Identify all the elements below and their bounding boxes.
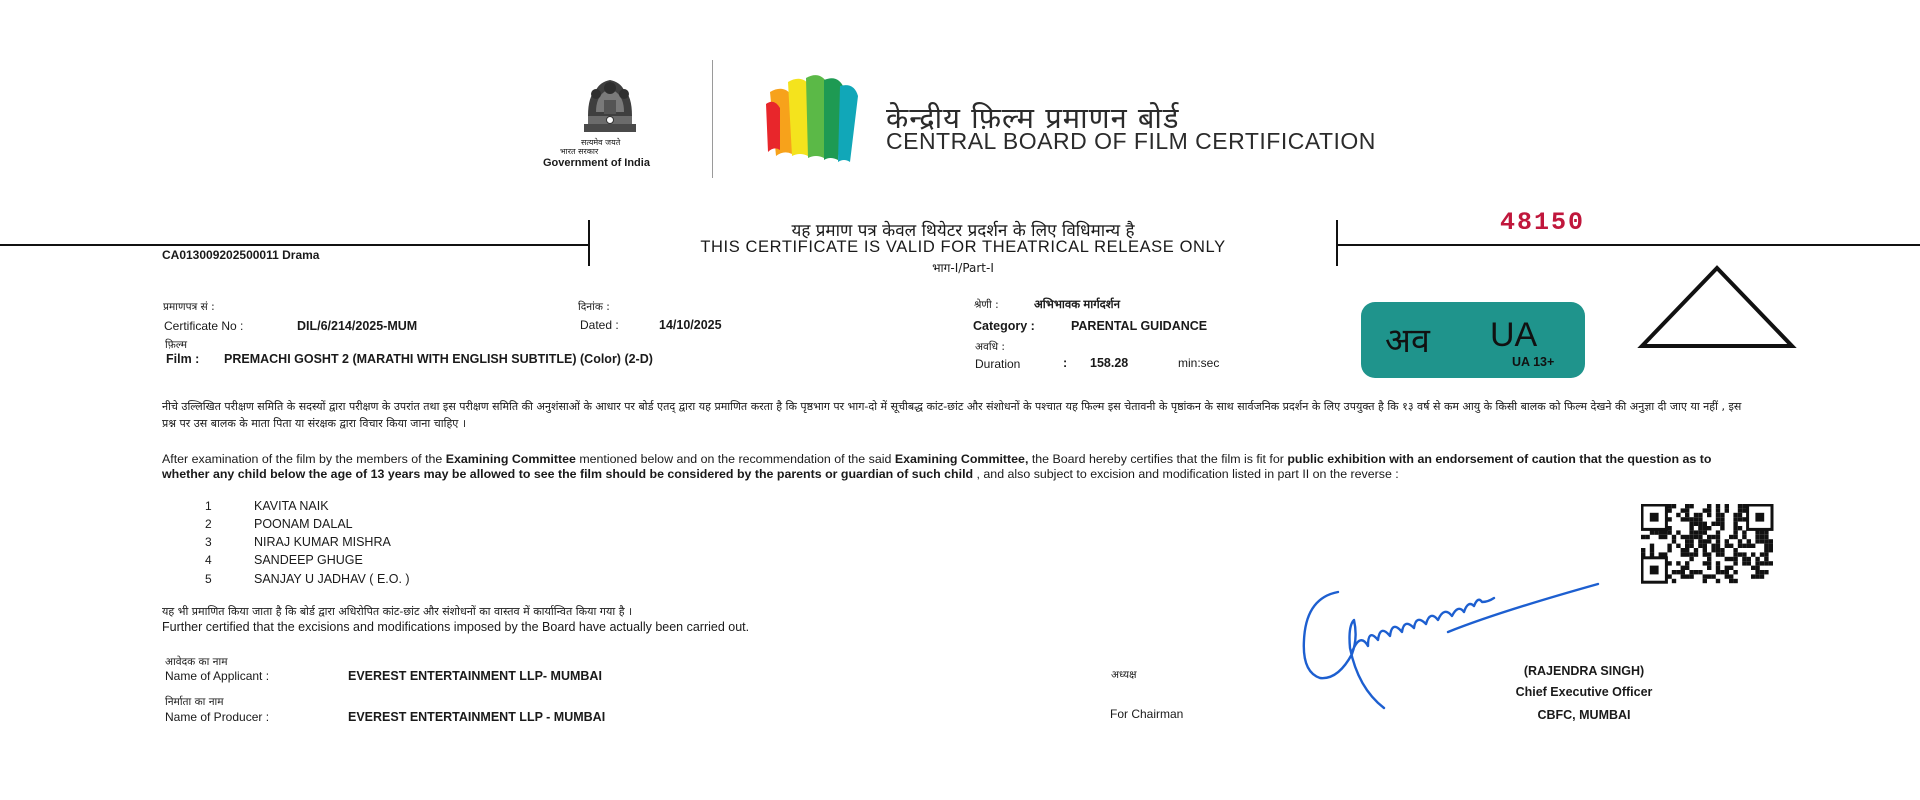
rule-right-cap [1336, 220, 1338, 266]
chairman-label-hindi: अध्यक्ष [1111, 669, 1137, 681]
date-label: Dated : [580, 318, 619, 332]
applicant-label: Name of Applicant : [165, 669, 270, 683]
header-divider [712, 60, 713, 178]
applicant-label-hindi: आवेदक का नाम [165, 656, 228, 668]
qr-code [1641, 504, 1775, 584]
member-name: KAVITA NAIK [254, 499, 329, 513]
category-value-hindi: अभिभावक मार्गदर्शन [1034, 299, 1120, 311]
applicant-value: EVEREST ENTERTAINMENT LLP- MUMBAI [348, 669, 602, 683]
rule-right [1338, 244, 1920, 246]
serial-number: 48150 [1500, 208, 1586, 237]
producer-value: EVEREST ENTERTAINMENT LLP - MUMBAI [348, 710, 606, 724]
rating-badge-age: UA 13+ [1512, 355, 1555, 369]
film-label-hindi: फ़िल्म [165, 339, 188, 351]
duration-label: Duration [975, 357, 1021, 371]
certification-text: After examination of the film by the members of the Examining Committee mentioned below and on the recommendation of the said Examining Committee, the Board hereby certifies that the film is fit for public exhibition with an endorsement of caution that the question as to whether any child below the age of 13 years may be allowed to see the film should be considered by the parents or guardian of such child , and also subject to excision and modification listed in part II on the reverse : [162, 452, 1712, 481]
signatory-name: (RAJENDRA SINGH) [1523, 664, 1645, 678]
chairman-label: For Chairman [1110, 707, 1184, 721]
triangle-symbol-icon [1636, 264, 1798, 350]
emblem-motto: सत्यमेव जयते [581, 138, 621, 147]
member-number: 5 [205, 572, 212, 586]
rating-badge-code: UA [1490, 316, 1538, 354]
member-name: NIRAJ KUMAR MISHRA [254, 535, 391, 549]
film-title: PREMACHI GOSHT 2 (MARATHI WITH ENGLISH SUBTITLE) (Color) (2-D) [224, 352, 653, 366]
member-number: 2 [205, 517, 212, 531]
date-value: 14/10/2025 [659, 318, 722, 332]
member-name: POONAM DALAL [254, 517, 353, 531]
signatory-office: CBFC, MUMBAI [1537, 708, 1631, 722]
genre-code: CA013009202500011 Drama [162, 248, 320, 262]
category-label-hindi: श्रेणी : [974, 299, 999, 311]
producer-label: Name of Producer : [165, 710, 270, 724]
certificate-no-label-hindi: प्रमाणपत्र सं : [163, 301, 215, 313]
film-label: Film : [166, 352, 200, 366]
validity-text: THIS CERTIFICATE IS VALID FOR THEATRICAL RELEASE ONLY [700, 238, 1226, 256]
board-name: CENTRAL BOARD OF FILM CERTIFICATION [886, 128, 1376, 154]
national-emblem-icon [574, 72, 646, 138]
board-name-hindi: केन्द्रीय फ़िल्म प्रमाणन बोर्ड [886, 101, 1180, 135]
rule-left [0, 244, 588, 246]
signatory-title: Chief Executive Officer [1515, 685, 1653, 699]
certificate-no-label: Certificate No : [164, 319, 244, 333]
producer-label-hindi: निर्माता का नाम [165, 696, 224, 708]
category-value: PARENTAL GUIDANCE [1071, 319, 1208, 333]
certification-text-hindi: नीचे उल्लिखित परीक्षण समिति के सदस्यों द्वारा परीक्षण के उपरांत तथा इस परीक्षण समिति की अनुशंसाओं के आधार पर बोर्ड एतद् द्वारा यह प्रमाणित करता है कि पृष्ठभाग पर भाग-दो में सूचीबद्ध कांट-छांट और संशोधनों के पश्चात यह फिल्म इस चेतावनी के पृष्ठांकन के साथ सार्वजनिक प्रदर्शन के लिए उपयुक्त है कि १३ वर्ष से कम आयु के किसी बालक को फिल्म देखने की अनुज्ञा दी जाए या नहीं , इस प्रश्न पर उस बालक के माता पिता या संरक्षक द्वारा विचार किया जाना चाहिए । [162, 400, 1742, 430]
member-name: SANDEEP GHUGE [254, 553, 363, 567]
cbfc-logo-icon [762, 64, 866, 172]
member-name: SANJAY U JADHAV ( E.O. ) [254, 572, 410, 586]
further-certification-hindi: यह भी प्रमाणित किया जाता है कि बोर्ड द्वारा अधिरोपित कांट-छांट और संशोधनों का वास्तव में कार्यान्वित किया गया है । [162, 605, 633, 618]
member-number: 1 [205, 499, 212, 513]
rating-badge-hindi: अव [1385, 321, 1430, 361]
government-label-hindi: भारत सरकार [560, 147, 599, 156]
certificate-no-value: DIL/6/214/2025-MUM [297, 319, 418, 333]
validity-text-hindi: यह प्रमाण पत्र केवल थियेटर प्रदर्शन के लिए विधिमान्य है [791, 221, 1135, 241]
category-label: Category : [973, 319, 1035, 333]
date-label-hindi: दिनांक : [578, 301, 610, 313]
government-label: Government of India [543, 157, 650, 169]
member-number: 4 [205, 553, 212, 567]
further-certification: Further certified that the excisions and modifications imposed by the Board have actually been carried out. [162, 620, 750, 634]
member-number: 3 [205, 535, 212, 549]
duration-label-hindi: अवधि : [975, 341, 1005, 353]
duration-value: 158.28 [1090, 356, 1129, 370]
duration-colon: : [1063, 356, 1068, 370]
duration-unit: min:sec [1178, 356, 1220, 370]
part-label: भाग-I/Part-I [932, 261, 994, 275]
